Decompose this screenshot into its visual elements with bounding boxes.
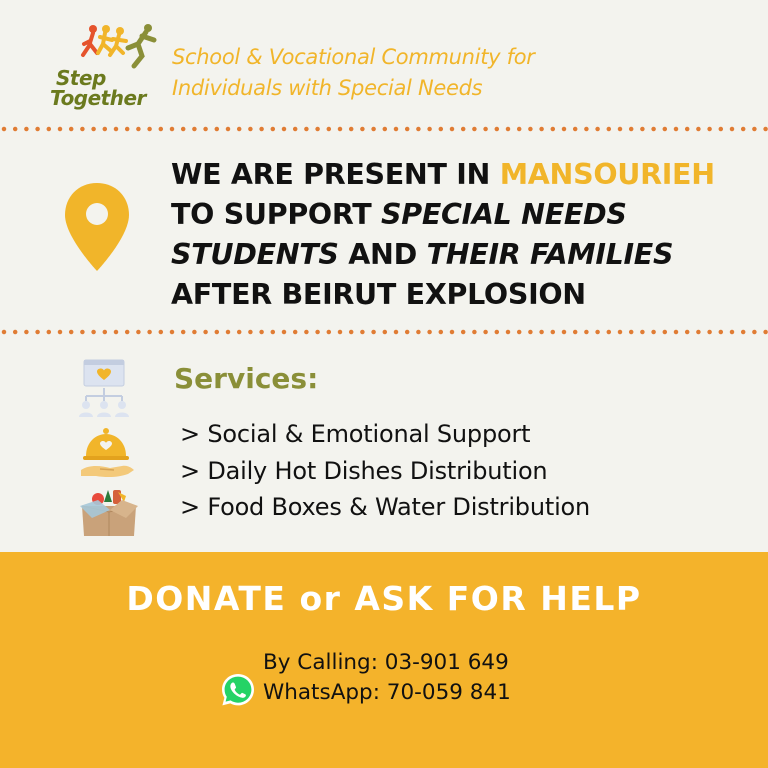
service-item-food-boxes: > Food Boxes & Water Distribution: [180, 493, 591, 521]
food-box-icon: [78, 488, 140, 538]
service-item-social-emotional: > Social & Emotional Support: [180, 420, 531, 448]
tagline: [172, 42, 535, 104]
headline-l3-a: STUDENTS: [171, 238, 339, 271]
donate-footer: [0, 552, 768, 768]
calling-number[interactable]: By Calling: 03-901 649: [263, 650, 509, 675]
donate-heading: DONATE or ASK FOR HELP: [126, 579, 642, 618]
services-list: [180, 416, 590, 526]
logo-text-together: Together: [50, 86, 146, 110]
logo-text-step: Step: [56, 66, 106, 90]
headline-l2-b: SPECIAL NEEDS: [381, 198, 627, 231]
headline-l2-a: TO SUPPORT: [171, 198, 381, 231]
whatsapp-icon[interactable]: [220, 672, 256, 708]
network-heart-icon: [74, 358, 136, 418]
location-pin-icon: [63, 181, 131, 273]
contact-info: [263, 648, 511, 708]
whatsapp-number[interactable]: WhatsApp: 70-059 841: [263, 680, 511, 705]
services-title: Services:: [174, 362, 319, 395]
dotted-divider-top: [0, 125, 768, 133]
headline: [171, 155, 751, 315]
headline-l3-c: THEIR FAMILIES: [426, 238, 674, 271]
food-cloche-icon: [80, 426, 136, 482]
headline-location: MANSOURIEH: [499, 158, 715, 191]
headline-l4: AFTER BEIRUT EXPLOSION: [171, 278, 586, 311]
service-item-hot-dishes: > Daily Hot Dishes Distribution: [180, 456, 548, 485]
dotted-divider-middle: [0, 328, 768, 336]
tagline-line-1: School & Vocational Community for: [172, 45, 535, 69]
tagline-line-2: Individuals with Special Needs: [172, 76, 483, 100]
logo-figures-icon: [50, 22, 165, 72]
step-together-logo: [50, 22, 165, 114]
headline-l3-b: AND: [338, 238, 427, 271]
headline-l1-a: WE ARE PRESENT IN: [171, 158, 500, 191]
